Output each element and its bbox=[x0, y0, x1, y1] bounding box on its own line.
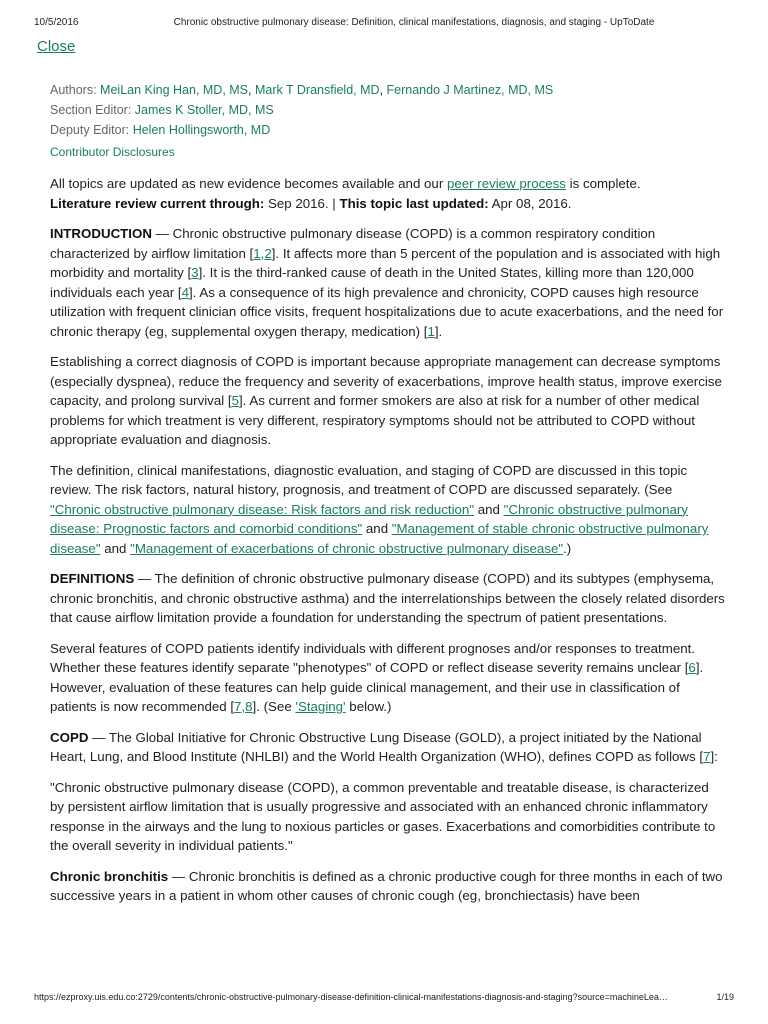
print-footer bbox=[34, 992, 734, 1004]
reference-link[interactable]: 7,8 bbox=[234, 699, 253, 714]
peer-review-link[interactable]: peer review process bbox=[446, 176, 566, 191]
definitions-heading: DEFINITIONS bbox=[50, 571, 135, 586]
deputy-editor-row bbox=[50, 120, 728, 140]
copd-definition-paragraph: COPD — The Global Initiative for Chronic Obstructive Lung Disease (GOLD), a project initiated by the National Heart, Lung, and Blood Institute (NHLBI) and the World Health Organization (WHO), defines COPD as follows [7]: bbox=[50, 729, 718, 764]
authors-label: Authors: bbox=[50, 83, 97, 97]
topic-metadata bbox=[50, 80, 728, 140]
topic-link-prognostic-factors[interactable]: "Chronic obstructive pulmonary disease: Prognostic factors and comorbid conditions" bbox=[50, 501, 688, 536]
introduction-paragraph: INTRODUCTION — Chronic obstructive pulmonary disease (COPD) is a common respiratory condition characterized by airflow limitation [1,2]. It affects more than 5 percent of the population and is associated with high morbidity and mortality [3]. It is the third-ranked cause of death in the United States, killing more than 120,000 individuals each year [4]. As a consequence of its high prevalence and chronicity, COPD causes high resource utilization with frequent clinician office visits, frequent hospitalizations due to acute exacerbations, and the need for chronic therapy (eg, supplemental oxygen therapy, medication) [1]. bbox=[50, 226, 724, 339]
topic-link-risk-factors[interactable]: "Chronic obstructive pulmonary disease: Risk factors and risk reduction" bbox=[50, 501, 475, 517]
chronic-bronchitis-heading: Chronic bronchitis bbox=[50, 868, 169, 884]
lit-review-label: Literature review current through: bbox=[50, 195, 265, 211]
topic-link-exacerbations[interactable]: "Management of exacerbations of chronic obstructive pulmonary disease" bbox=[130, 540, 564, 556]
print-header bbox=[34, 17, 734, 31]
lit-review-value: Sep 2016. | bbox=[267, 195, 336, 211]
author-link[interactable]: Fernando J Martinez, MD, MS bbox=[386, 83, 554, 97]
gold-quote-paragraph: "Chronic obstructive pulmonary disease (COPD), a common preventable and treatable disease, is characterized by persistent airflow limitation that is usually progressive and associated with an enhanced chronic inflammatory response in the airways and the lung to noxious particles or gases. Exacerbations and comorbidities contribute to the overall severity in individual patients." bbox=[50, 779, 716, 853]
reference-link[interactable]: 1 bbox=[427, 323, 435, 339]
reference-link[interactable]: 3 bbox=[191, 265, 199, 280]
last-updated-label: This topic last updated: bbox=[339, 195, 489, 211]
article-body bbox=[50, 174, 726, 917]
section-editor-label: Section Editor: bbox=[50, 103, 132, 117]
last-updated-value: Apr 08, 2016. bbox=[491, 195, 572, 211]
features-paragraph: Several features of COPD patients identify individuals with different prognoses and/or responses to treatment. Whether these features identify separate "phenotypes" of COPD or reflect disease severity remains unclear [6]. However, evaluation of these features can help guide clinical management, and their use in classification of patients is now recommended [7,8]. (See 'Staging' below.) bbox=[50, 640, 704, 714]
topic-link-stable-management[interactable]: "Management of stable chronic obstructive pulmonary disease" bbox=[50, 521, 709, 556]
deputy-editor-label: Deputy Editor: bbox=[50, 123, 130, 137]
copd-heading: COPD bbox=[50, 729, 89, 745]
reference-link[interactable]: 5 bbox=[231, 393, 239, 408]
update-notice: All topics are updated as new evidence becomes available and our peer review process is complete. Literature review current through: Sep 2016. | This topic last updated: Apr 08, 2016. bbox=[50, 176, 641, 211]
author-link[interactable]: MeiLan King Han, MD, MS bbox=[100, 83, 249, 97]
page-number: 1/19 bbox=[716, 992, 734, 1002]
staging-section-link[interactable]: 'Staging' bbox=[295, 699, 346, 714]
reference-link[interactable]: 1,2 bbox=[253, 245, 272, 261]
diagnosis-paragraph: Establishing a correct diagnosis of COPD is important because appropriate management can decrease symptoms (especially dyspnea), reduce the frequency and severity of exacerbations, improve health status, improve exercise capacity, and prolong survival [5]. As current and former smokers are also at risk for a number of other medical problems for which treatment is very different, respiratory symptoms should not be attributed to COPD without appropriate evaluation and diagnosis. bbox=[50, 354, 722, 447]
scope-paragraph: The definition, clinical manifestations, diagnostic evaluation, and staging of COPD are discussed in this topic review. The risk factors, natural history, prognosis, and treatment of COPD are discussed separately. (See "Chronic obstructive pulmonary disease: Risk factors and risk reduction" and "Chronic obstructive pulmonary disease: Prognostic factors and comorbid conditions" and "Management of stable chronic obstructive pulmonary disease" and "Management of exacerbations of chronic obstructive pulmonary disease".) bbox=[50, 462, 709, 556]
print-title: Chronic obstructive pulmonary disease: Definition, clinical manifestations, diagnosis, and staging - UpToDate bbox=[173, 17, 655, 28]
print-date: 10/5/2016 bbox=[34, 17, 79, 28]
contributor-disclosures-link[interactable]: Contributor Disclosures bbox=[50, 145, 175, 159]
definitions-paragraph: DEFINITIONS — The definition of chronic obstructive pulmonary disease (COPD) and its subtypes (emphysema, chronic bronchitis, and chronic obstructive asthma) and the interrelationships between the closely related disorders that cause airflow limitation provide a foundation for understanding the spectrum of patient presentations. bbox=[50, 571, 725, 625]
reference-link[interactable]: 7 bbox=[703, 749, 711, 764]
author-link[interactable]: Mark T Dransfield, MD bbox=[254, 83, 380, 97]
section-editor-link[interactable]: James K Stoller, MD, MS bbox=[134, 103, 274, 117]
introduction-heading: INTRODUCTION bbox=[50, 226, 152, 241]
reference-link[interactable]: 6 bbox=[688, 660, 696, 675]
deputy-editor-link[interactable]: Helen Hollingsworth, MD bbox=[132, 123, 271, 137]
section-editor-row bbox=[50, 100, 728, 120]
chronic-bronchitis-paragraph: Chronic bronchitis — Chronic bronchitis is defined as a chronic productive cough for three months in each of two successive years in a patient in whom other causes of chronic cough (eg, bronchiectasis) have been bbox=[50, 868, 723, 903]
reference-link[interactable]: 4 bbox=[181, 284, 189, 300]
authors-row: Authors: MeiLan King Han, MD, MS, Mark T Dransfield, MD, Fernando J Martinez, MD, MS bbox=[50, 83, 554, 97]
print-url: https://ezproxy.uis.edu.co:2729/contents/chronic-obstructive-pulmonary-disease-definition-clinical-manifestations-diagnosis-and-staging?source=machineLea… bbox=[34, 992, 668, 1002]
close-link[interactable]: Close bbox=[37, 38, 76, 55]
